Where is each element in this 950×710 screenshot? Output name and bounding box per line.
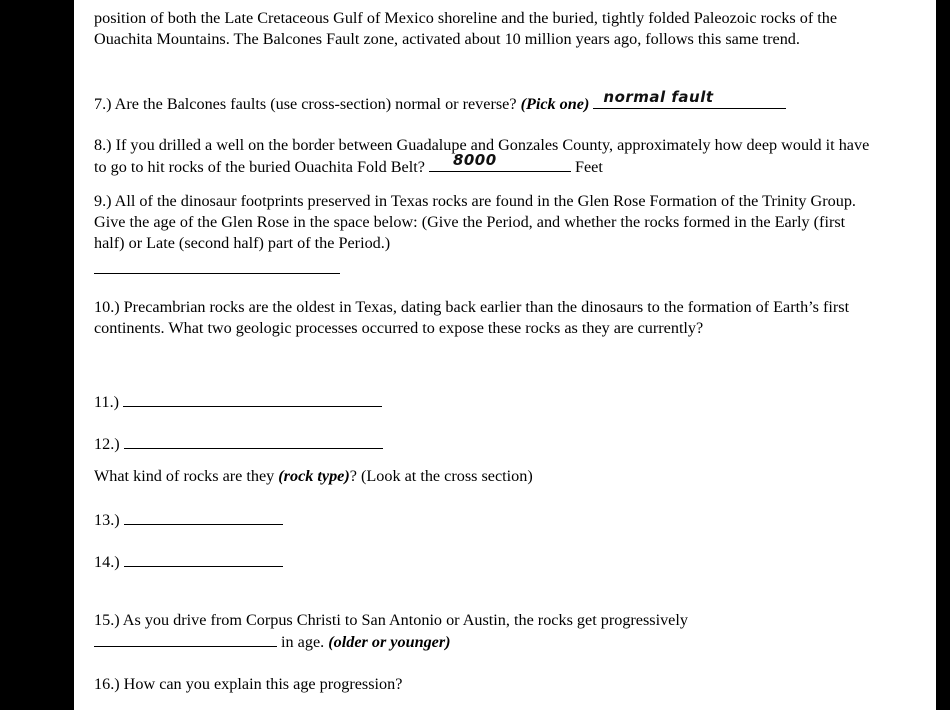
question-14-label: 14.) <box>94 553 120 571</box>
worksheet-page <box>74 0 936 710</box>
question-12 <box>94 433 874 455</box>
question-9-text: 9.) All of the dinosaur footprints preserved in Texas rocks are found in the Glen Rose Formation of the Trinity Group. Give the age of the Glen Rose in the space below: (Give the Period, and whether the rocks formed in the Early (first half) or Late (second half) part of the Period.) <box>94 192 856 252</box>
question-8-text: 8.) If you drilled a well on the border between Guadalupe and Gonzales County, approximately how deep would it have to go to hit rocks of the buried Ouachita Fold Belt? <box>94 136 870 176</box>
question-11-label: 11.) <box>94 393 120 411</box>
rock-type-text-a: What kind of rocks are they <box>94 467 279 485</box>
question-9-answer-line[interactable] <box>94 273 340 274</box>
question-7 <box>94 88 874 115</box>
pick-one-note: (Pick one) <box>520 95 590 113</box>
answer-8: 8000 <box>452 151 497 169</box>
question-10-text: 10.) Precambrian rocks are the oldest in Texas, dating back earlier than the dinosaurs to the formation of Earth’s first continents. What two geologic processes occurred to expose these rocks as they are currently? <box>94 298 850 337</box>
question-13-answer-field[interactable] <box>124 509 283 525</box>
question-15-choice: (older or younger) <box>328 633 451 651</box>
question-13 <box>94 509 874 531</box>
question-11 <box>94 391 874 413</box>
question-16-text: 16.) How can you explain this age progression? <box>94 675 403 693</box>
question-15-answer-field[interactable] <box>94 631 277 647</box>
question-7-answer-field[interactable] <box>593 88 786 109</box>
question-8-unit: Feet <box>574 158 603 176</box>
intro-paragraph <box>94 8 874 50</box>
question-15-text: 15.) As you drive from Corpus Christi to San Antonio or Austin, the rocks get progressively <box>94 611 688 629</box>
question-8-answer-field[interactable] <box>429 151 571 172</box>
intro-text: position of both the Late Cretaceous Gulf of Mexico shoreline and the buried, tightly folded Paleozoic rocks of the Ouachita Mountains. The Balcones Fault zone, activated about 10 million years ago, follows this same trend. <box>94 9 838 48</box>
question-14-answer-field[interactable] <box>124 551 283 567</box>
question-7-text: 7.) Are the Balcones faults (use cross-section) normal or reverse? <box>94 95 521 113</box>
question-10 <box>94 297 874 339</box>
rock-type-prompt <box>94 466 874 487</box>
rock-type-text-c: ? (Look at the cross section) <box>349 467 533 485</box>
question-8 <box>94 135 874 178</box>
question-12-label: 12.) <box>94 435 120 453</box>
question-11-answer-field[interactable] <box>123 391 382 407</box>
question-9 <box>94 191 874 254</box>
answer-7-word-2: fault <box>671 88 714 106</box>
answer-7-word-1: normal <box>603 88 666 106</box>
question-16 <box>94 674 874 695</box>
question-15 <box>94 610 874 653</box>
question-12-answer-field[interactable] <box>124 433 383 449</box>
rock-type-emphasis: (rock type) <box>278 467 350 485</box>
question-13-label: 13.) <box>94 511 120 529</box>
question-15-text-2: in age. <box>277 633 329 651</box>
question-14 <box>94 551 874 573</box>
